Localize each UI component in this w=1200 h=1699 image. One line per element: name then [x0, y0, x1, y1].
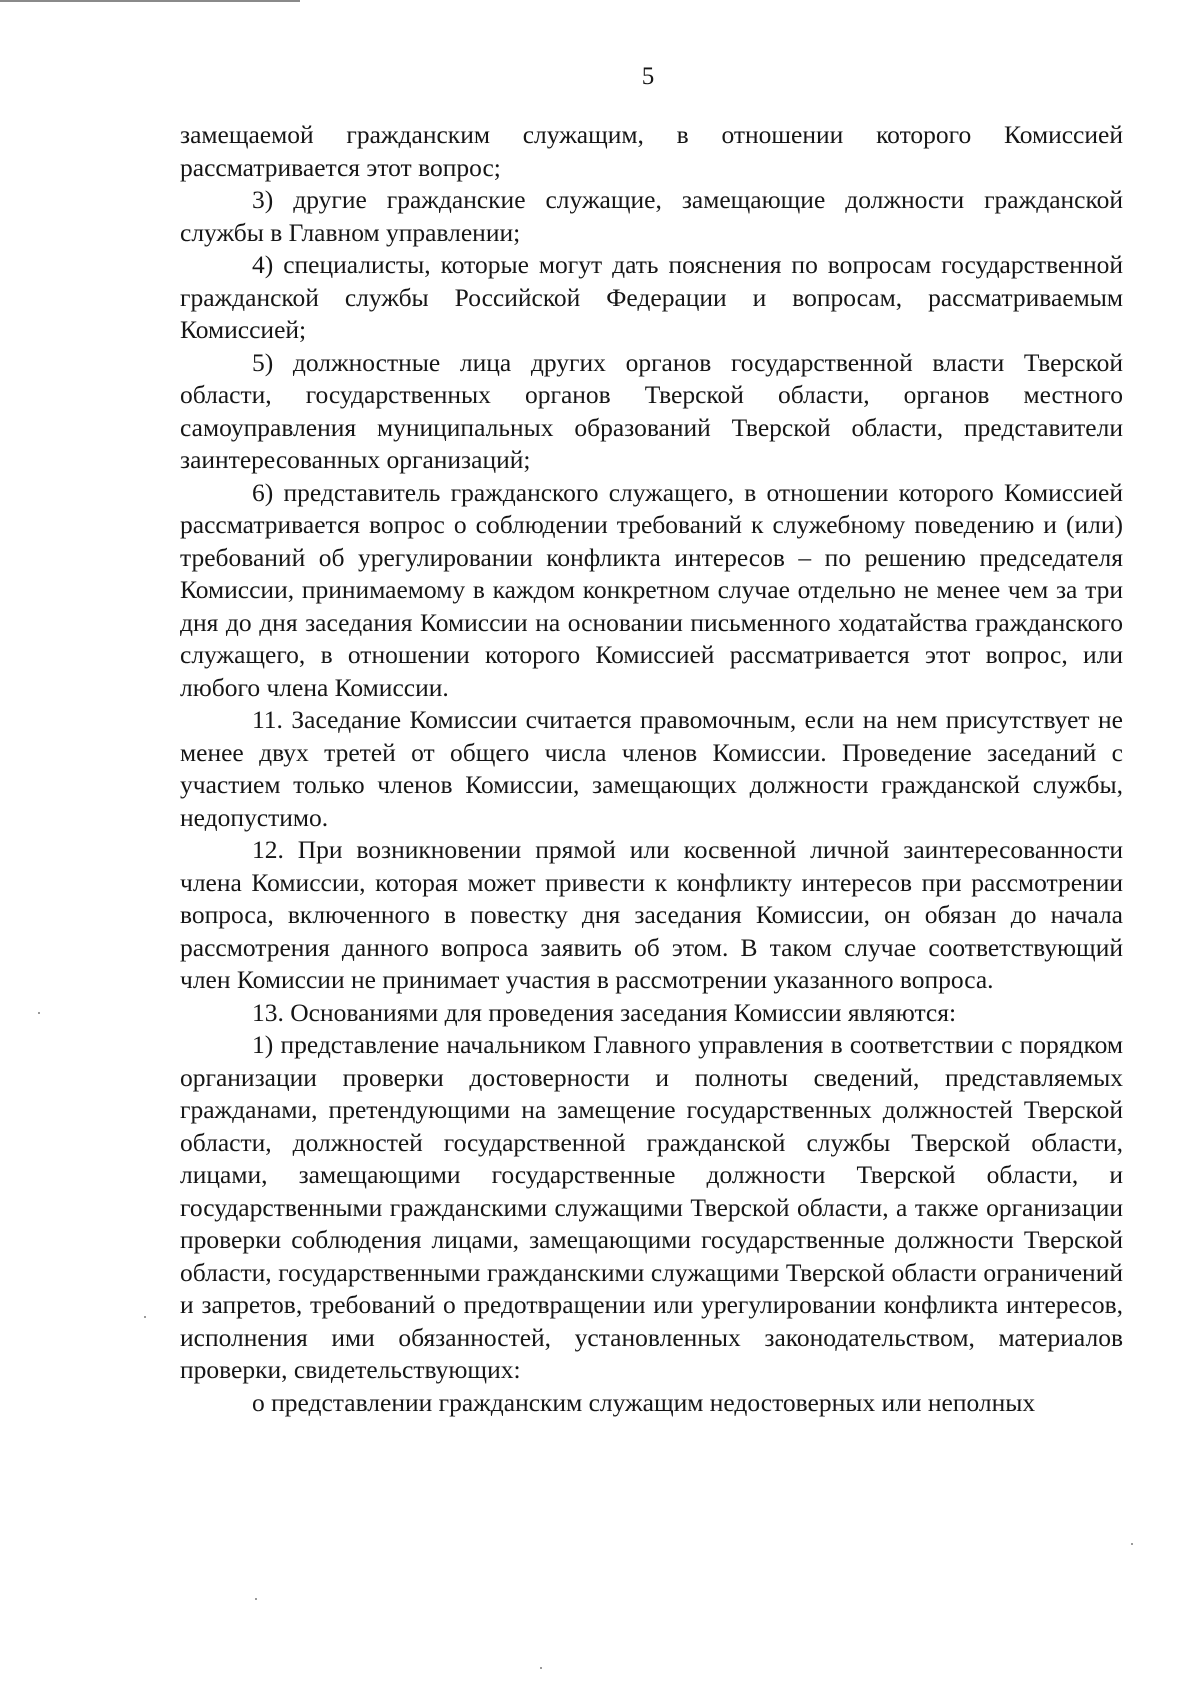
paragraph-item-5: 5) должностные лица других органов государственной власти Тверской области, государственных органов Тверской области, органов местного самоуправления муниципальных образований Тверской области, представители заинтересованных организаций;	[180, 347, 1123, 474]
scan-speck	[38, 1012, 40, 1014]
paragraph-section-11: 11. Заседание Комиссии считается правомочным, если на нем присутствует не менее двух третей от общего числа членов Комиссии. Проведение заседаний с участием только членов Комиссии, замещающих должности гражданской службы, недопустимо.	[180, 705, 1123, 832]
scan-speck	[1131, 1543, 1133, 1545]
paragraph-submission-clause: о представлении гражданским служащим недостоверных или неполных	[252, 1387, 1036, 1417]
paragraph-item-4: 4) специалисты, которые могут дать пояснения по вопросам государственной гражданской службы Российской Федерации и вопросам, рассматриваемым Комиссией;	[180, 250, 1123, 344]
scan-edge-line	[0, 0, 300, 2]
scan-speck	[255, 1598, 257, 1600]
document-body	[180, 119, 1123, 1419]
paragraph-section-12: 12. При возникновении прямой или косвенной личной заинтересованности члена Комиссии, которая может привести к конфликту интересов при рассмотрении вопроса, включенного в повестку дня заседания Комиссии, он обязан до начала рассмотрения данного вопроса заявить об этом. В таком случае соответствующий член Комиссии не принимает участия в рассмотрении указанного вопроса.	[180, 835, 1123, 994]
page-number: 5	[641, 63, 655, 90]
paragraph-section-13-item-1: 1) представление начальником Главного управления в соответствии с порядком организации проверки достоверности и полноты сведений, представляемых гражданами, претендующими на замещение государственных должностей Тверской области, должностей государственной гражданской службы Тверской области, лицами, замещающими государственные должности Тверской области, и государственными гражданскими служащими Тверской области, а также организации проверки соблюдения лицами, замещающими государственные должности Тверской области, государственными гражданскими служащими Тверской области ограничений и запретов, требований о предотвращении или урегулировании конфликта интересов, исполнения ими обязанностей, установленных законодательством, материалов проверки, свидетельствующих:	[180, 1030, 1123, 1384]
paragraph-item-6: 6) представитель гражданского служащего, в отношении которого Комиссией рассматривается вопрос о соблюдении требований к служебному поведению и (или) требований об урегулировании конфликта интересов – по решению председателя Комиссии, принимаемому в каждом конкретном случае отдельно не менее чем за три дня до дня заседания Комиссии на основании письменного ходатайства гражданского служащего, в отношении которого Комиссией рассматривается этот вопрос, или любого члена Комиссии.	[180, 477, 1123, 702]
scan-speck	[540, 1667, 542, 1669]
paragraph-section-13: 13. Основаниями для проведения заседания Комиссии являются:	[252, 997, 957, 1027]
scan-speck	[144, 1316, 146, 1318]
paragraph-item-3: 3) другие гражданские служащие, замещающие должности гражданской службы в Главном управлении;	[180, 185, 1123, 247]
paragraph-continuation: замещаемой гражданским служащим, в отношении которого Комиссией рассматривается этот вопрос;	[180, 120, 1123, 182]
